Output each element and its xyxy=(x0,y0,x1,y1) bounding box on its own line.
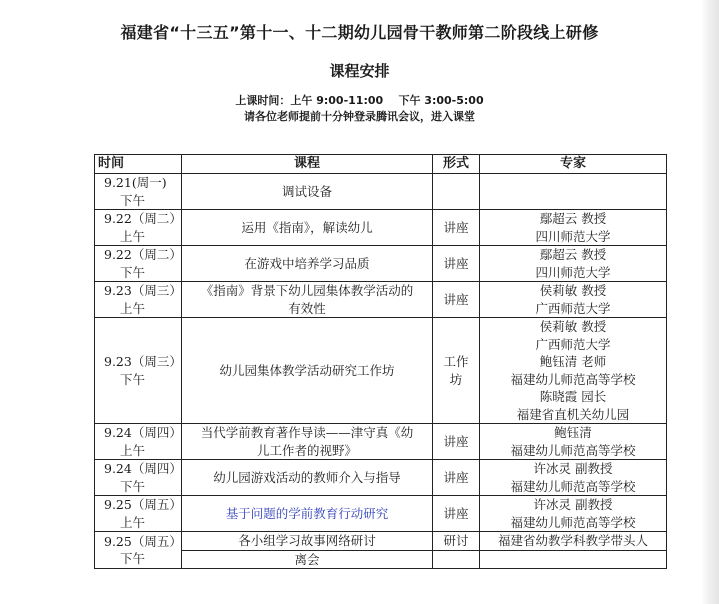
course-cell xyxy=(182,424,433,460)
course-cell: 在游戏中培养学习品质 xyxy=(182,246,433,282)
expert-line: 许冰灵 副教授 xyxy=(533,497,613,512)
page-edge-shadow xyxy=(701,0,719,604)
time-cell xyxy=(95,282,182,318)
form-cell: 讲座 xyxy=(433,246,480,282)
expert-line: 侯莉敏 教授 xyxy=(539,283,607,298)
expert-cell xyxy=(480,318,667,424)
date-text: 9.23（周三） xyxy=(104,354,182,369)
expert-line: 鄢超云 教授 xyxy=(539,247,607,262)
date-text: 9.24（周四） xyxy=(104,425,182,440)
course-line: 儿工作者的视野》 xyxy=(256,442,357,458)
course-cell xyxy=(182,282,433,318)
class-time-note: 上课时间：上午 9:00-11:00 下午 3:00-5:00 xyxy=(235,94,484,107)
period-text: 下午 xyxy=(120,264,146,280)
expert-line: 广西师范大学 xyxy=(535,336,611,352)
form-cell: 讲座 xyxy=(433,424,480,460)
expert-line: 许冰灵 副教授 xyxy=(533,461,613,476)
time-cell xyxy=(95,532,182,569)
expert-line: 福建幼儿师范高等学校 xyxy=(510,514,636,530)
period-text: 下午 xyxy=(120,551,146,566)
form-cell: 讲座 xyxy=(433,496,480,532)
date-text: 9.24（周四） xyxy=(104,461,182,476)
period-text: 上午 xyxy=(120,514,146,530)
period-text: 下午 xyxy=(120,371,146,387)
course-cell: 离会 xyxy=(182,550,433,569)
login-notice: 请各位老师提前十分钟登录腾讯会议，进入课堂 xyxy=(244,110,475,123)
course-line: 《指南》背景下幼儿园集体教学活动的 xyxy=(200,283,414,298)
date-text: 9.23（周三） xyxy=(104,283,182,298)
form-line: 坊 xyxy=(449,371,463,387)
period-text: 上午 xyxy=(120,300,146,316)
form-cell xyxy=(433,174,480,210)
document-title: 福建省“十三五”第十一、十二期幼儿园骨干教师第二阶段线上研修 xyxy=(120,23,599,42)
table-row xyxy=(95,496,667,532)
expert-line: 福建省直机关幼儿园 xyxy=(516,406,630,422)
table-row xyxy=(95,246,667,282)
course-link[interactable]: 基于问题的学前教育行动研究 xyxy=(225,505,389,521)
expert-cell: 福建省幼教学科教学带头人 xyxy=(480,532,667,551)
date-text: 9.25（周五） xyxy=(104,497,182,512)
expert-line: 鲍钰清 老师 xyxy=(539,354,607,369)
course-cell: 各小组学习故事网络研讨 xyxy=(182,532,433,551)
expert-line: 鲍钰清 xyxy=(554,425,592,440)
time-cell xyxy=(95,174,182,210)
date-text: 9.22（周二） xyxy=(104,247,182,262)
expert-line: 四川师范大学 xyxy=(535,264,611,280)
expert-cell xyxy=(480,550,667,569)
form-cell: 讲座 xyxy=(433,210,480,246)
period-text: 上午 xyxy=(120,228,146,244)
form-cell: 讲座 xyxy=(433,460,480,496)
header-course: 课程 xyxy=(182,155,433,174)
time-cell xyxy=(95,246,182,282)
period-text: 下午 xyxy=(120,478,146,494)
course-cell: 幼儿园游戏活动的教师介入与指导 xyxy=(182,460,433,496)
table-row xyxy=(95,174,667,210)
course-cell: 运用《指南》，解读幼儿 xyxy=(182,210,433,246)
form-line: 工作 xyxy=(443,354,469,369)
time-cell xyxy=(95,460,182,496)
course-cell xyxy=(182,496,433,532)
course-cell: 幼儿园集体教学活动研究工作坊 xyxy=(182,318,433,424)
form-cell xyxy=(433,550,480,569)
expert-cell xyxy=(480,246,667,282)
time-cell xyxy=(95,318,182,424)
date-text: 9.21(周一) xyxy=(104,175,167,190)
period-text: 上午 xyxy=(120,442,146,458)
course-line: 有效性 xyxy=(288,300,326,316)
schedule-table xyxy=(94,154,667,569)
table-row xyxy=(95,532,667,551)
document-subtitle: 课程安排 xyxy=(329,62,390,80)
expert-line: 广西师范大学 xyxy=(535,300,611,316)
time-cell xyxy=(95,210,182,246)
expert-cell xyxy=(480,174,667,210)
expert-cell xyxy=(480,282,667,318)
expert-line: 鄢超云 教授 xyxy=(539,211,607,226)
expert-line: 福建幼儿师范高等学校 xyxy=(510,371,636,387)
period-text: 下午 xyxy=(120,192,146,208)
date-text: 9.22（周二） xyxy=(104,211,182,226)
header-expert: 专家 xyxy=(480,155,667,174)
date-text: 9.25（周五） xyxy=(104,533,182,549)
expert-cell xyxy=(480,496,667,532)
table-row xyxy=(95,460,667,496)
expert-cell xyxy=(480,424,667,460)
expert-line: 四川师范大学 xyxy=(535,228,611,244)
time-cell xyxy=(95,496,182,532)
form-cell: 研讨 xyxy=(433,532,480,551)
header-form: 形式 xyxy=(433,155,480,174)
course-line: 当代学前教育著作导读——津守真《幼 xyxy=(200,425,414,440)
table-row xyxy=(95,424,667,460)
expert-line: 陈晓霞 园长 xyxy=(539,389,607,404)
expert-line: 侯莉敏 教授 xyxy=(539,319,607,334)
expert-line: 福建幼儿师范高等学校 xyxy=(510,442,636,458)
expert-cell xyxy=(480,210,667,246)
time-cell xyxy=(95,424,182,460)
header-time: 时间 xyxy=(95,155,182,174)
course-cell: 调试设备 xyxy=(182,174,433,210)
expert-cell xyxy=(480,460,667,496)
table-row xyxy=(95,282,667,318)
form-cell: 讲座 xyxy=(433,282,480,318)
expert-line: 福建幼儿师范高等学校 xyxy=(510,478,636,494)
table-header-row xyxy=(95,155,667,174)
table-row xyxy=(95,318,667,424)
form-cell xyxy=(433,318,480,424)
table-row xyxy=(95,210,667,246)
